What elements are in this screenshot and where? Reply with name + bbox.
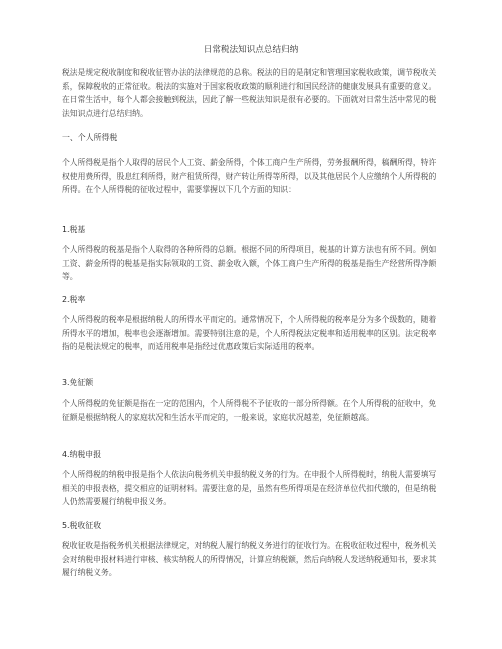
item-heading-tax-filing: 4.纳税申报 xyxy=(62,450,102,459)
section-intro-paragraph: 个人所得税是指个人取得的居民个人工资、薪金所得，个体工商户生产所得，劳务报酬所得，稿酬所得，特许权使用费所得，股息红利所得，财产租赁所得，财产转让所得等所得，以及其他居民个人应缴纳个人所得税的所得。在个人所得税的征收过程中，需要掌握以下几个方面的知识： xyxy=(62,158,437,195)
item-heading-tax-collection: 5.税收征收 xyxy=(62,521,102,530)
item-text-tax-filing: 个人所得税的纳税申报是指个人依法向税务机关申报纳税义务的行为。在申报个人所得税时，纳税人需要填写相关的申报表格，提交相应的证明材料。需要注意的是，虽然有些所得项是在经济单位代扣代缴的，但是纳税人仍然需要履行纳税申报义务。 xyxy=(62,470,437,507)
item-text-tax-rate: 个人所得税的税率是根据纳税人的所得水平而定的。通常情况下，个人所得税的税率是分为多个级数的，随着所得水平的增加，税率也会逐渐增加。需要特别注意的是，个人所得税法定税率和适用税率的区别。法定税率指的是税法规定的税率，而适用税率是指经过优惠政策后实际适用的税率。 xyxy=(62,315,437,352)
section-heading-income-tax: 一、个人所得税 xyxy=(62,133,118,142)
document-title: 日常税法知识点总结归纳 xyxy=(203,45,299,55)
item-text-tax-base: 个人所得税的税基是指个人取得的各种所得的总额。根据不同的所得项目，税基的计算方法也有所不同。例如工资、薪金所得的税基是指实际领取的工资、薪金收入额，个体工商户生产所得的税基是指生产经营所得净额等。 xyxy=(62,245,437,282)
item-heading-tax-rate: 2.税率 xyxy=(62,295,86,304)
intro-paragraph: 税法是规定税收制度和税收征管办法的法律规范的总称。税法的目的是制定和管理国家税收政策，调节税收关系，保障税收的正常征收。税法的实施对于国家税收政策的顺利进行和国民经济的健康发展具有重要的意义。在日常生活中，每个人都会接触到税法，因此了解一些税法知识是很有必要的。下面就对日常生活中常见的税法知识点进行总结归纳。 xyxy=(62,68,437,118)
item-heading-tax-base: 1.税基 xyxy=(62,225,86,234)
item-heading-exemption: 3.免征额 xyxy=(62,378,94,387)
item-text-exemption: 个人所得税的免征额是指在一定的范围内，个人所得税不予征收的一部分所得额。在个人所得税的征收中，免征额是根据纳税人的家庭状况和生活水平而定的，一般来说，家庭状况越差，免征额越高。 xyxy=(62,399,437,422)
item-text-tax-collection: 税收征收是指税务机关根据法律规定，对纳税人履行纳税义务进行的征收行为。在税收征收过程中，税务机关会对纳税申报材料进行审核、核实纳税人的所得情况，计算应纳税额，然后向纳税人发送纳税通知书，要求其履行纳税义务。 xyxy=(62,541,437,578)
